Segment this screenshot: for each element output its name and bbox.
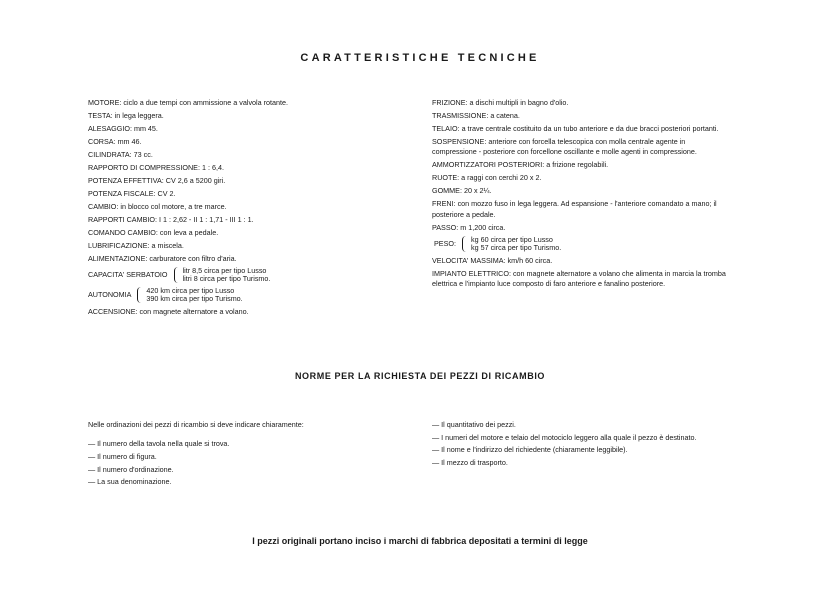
spec-row bbox=[88, 98, 408, 108]
spec-value: con magnete alternatore a volano che alimenta in marcia la tromba elettrica e l'impianto luce composto di faro anteriore e fanalino posteriore. bbox=[432, 268, 726, 289]
spec-value: 20 x 2¼. bbox=[463, 186, 492, 196]
spec-key: CAMBIO: bbox=[88, 202, 119, 211]
spec-key: VELOCITA' MASSIMA: bbox=[432, 255, 506, 265]
autonomia-row bbox=[88, 287, 408, 304]
spec-row bbox=[432, 124, 732, 134]
spec-row bbox=[432, 98, 732, 108]
brace-line: litr 8,5 circa per tipo Lusso bbox=[182, 266, 267, 275]
spec-value: anteriore con forcella telescopica con molla centrale agente in compressione - posteriore con forcellone oscillante e molle agenti in compressione. bbox=[432, 137, 697, 157]
spec-key: ACCENSIONE: bbox=[88, 306, 138, 316]
brace-line: 420 km circa per tipo Lusso bbox=[146, 285, 235, 295]
spec-row bbox=[88, 228, 408, 238]
spec-value: in lega leggera. bbox=[114, 111, 164, 120]
spec-value: I 1 : 2,62 - II 1 : 1,71 - III 1 : 1. bbox=[158, 215, 254, 224]
brace-mark bbox=[137, 287, 142, 303]
spec-row bbox=[432, 186, 732, 196]
spec-row bbox=[432, 269, 732, 290]
list-item: — Il quantitativo dei pezzi. bbox=[432, 420, 516, 429]
spec-row bbox=[88, 150, 408, 160]
page-title: CARATTERISTICHE TECNICHE bbox=[300, 52, 540, 64]
spec-row bbox=[432, 199, 732, 220]
spec-key: POTENZA FISCALE: bbox=[88, 189, 156, 198]
spec-value: CV 2,6 a 5200 giri. bbox=[165, 176, 226, 185]
spec-key: ALESAGGIO: bbox=[88, 124, 132, 133]
spec-key: CILINDRATA: bbox=[88, 150, 132, 159]
spec-value: m 1,200 circa. bbox=[460, 222, 506, 232]
specs-right-column bbox=[432, 98, 732, 292]
spec-row bbox=[88, 189, 408, 199]
spec-row bbox=[88, 176, 408, 186]
spec-row bbox=[432, 137, 732, 158]
list-item: — Il numero della tavola nella quale si trova. bbox=[88, 439, 230, 449]
spec-value: con magnete alternatore a volano. bbox=[139, 306, 249, 316]
brace-line: kg 60 circa per tipo Lusso bbox=[470, 234, 553, 244]
spec-key: FRIZIONE: bbox=[432, 98, 468, 107]
peso-row bbox=[432, 236, 732, 253]
spec-value: ciclo a due tempi con ammissione a valvola rotante. bbox=[123, 98, 289, 107]
spec-row bbox=[88, 215, 408, 225]
spec-value: CV 2. bbox=[157, 189, 176, 198]
spec-value: 1 : 6,4. bbox=[201, 163, 224, 172]
spec-key: IMPIANTO ELETTRICO: bbox=[432, 268, 511, 278]
spec-key: MOTORE: bbox=[88, 98, 122, 107]
list-item: — Il numero di figura. bbox=[88, 452, 157, 461]
spec-row bbox=[88, 124, 408, 134]
spec-key: RAPPORTI CAMBIO: bbox=[88, 215, 157, 224]
norme-left-column bbox=[88, 420, 408, 490]
spec-row bbox=[432, 160, 732, 170]
spec-row bbox=[88, 163, 408, 173]
spec-key: TESTA: bbox=[88, 111, 113, 120]
spec-row bbox=[88, 307, 408, 317]
spec-key: PASSO: bbox=[432, 222, 459, 232]
spec-key: AUTONOMIA bbox=[88, 290, 132, 300]
spec-key: RUOTE: bbox=[432, 173, 460, 183]
spec-key: POTENZA EFFETTIVA: bbox=[88, 176, 164, 185]
spec-row bbox=[432, 256, 732, 266]
spec-value: a frizione regolabili. bbox=[546, 160, 609, 170]
spec-key: CAPACITA' SERBATOIO bbox=[88, 270, 168, 280]
footer-notice: I pezzi originali portano inciso i marchi di fabbrica depositati a termini di legge bbox=[252, 536, 588, 546]
spec-value: con mozzo fuso in lega leggera. Ad espansione - l'anteriore comandato a mano; il posteriore a pedale. bbox=[432, 199, 717, 219]
spec-value: con leva a pedale. bbox=[159, 228, 219, 237]
spec-value: km/h 60 circa. bbox=[507, 255, 553, 265]
norme-section-title: NORME PER LA RICHIESTA DEI PEZZI DI RICAMBIO bbox=[294, 371, 546, 381]
spec-value: in blocco col motore, a tre marce. bbox=[120, 202, 227, 211]
specs-left-column bbox=[88, 98, 408, 320]
spec-key: ALIMENTAZIONE: bbox=[88, 254, 148, 263]
spec-row bbox=[88, 137, 408, 147]
brace-mark bbox=[174, 267, 179, 283]
norme-right-column bbox=[432, 420, 732, 470]
spec-key: FRENI: bbox=[432, 199, 456, 209]
spec-key: GOMME: bbox=[432, 186, 462, 196]
spec-value: a trave centrale costituito da un tubo anteriore e da due bracci posteriori portanti. bbox=[461, 124, 719, 133]
spec-row bbox=[432, 223, 732, 233]
brace-line: litri 8 circa per tipo Turismo. bbox=[182, 274, 271, 284]
list-item: — Il nome e l'indirizzo del richiedente (chiaramente leggibile). bbox=[432, 445, 628, 455]
brace-lines bbox=[183, 267, 271, 284]
spec-value: a raggi con cerchi 20 x 2. bbox=[461, 173, 542, 183]
list-item: — I numeri del motore e telaio del motociclo leggero alla quale il pezzo è destinato. bbox=[432, 432, 697, 442]
spec-key: PESO: bbox=[434, 239, 456, 249]
spec-key: CORSA: bbox=[88, 137, 116, 146]
list-item: — Il numero d'ordinazione. bbox=[88, 464, 174, 474]
spec-row bbox=[432, 173, 732, 183]
spec-key: AMMORTIZZATORI POSTERIORI: bbox=[432, 160, 545, 170]
capacita-serbatoio-row bbox=[88, 267, 408, 284]
spec-value: 73 cc. bbox=[133, 150, 153, 159]
spec-value: a miscela. bbox=[151, 241, 184, 250]
brace-line: kg 57 circa per tipo Turismo. bbox=[470, 243, 562, 253]
brace-line: 390 km circa per tipo Turismo. bbox=[146, 294, 243, 304]
brace-lines bbox=[146, 287, 242, 304]
spec-key: RAPPORTO DI COMPRESSIONE: bbox=[88, 163, 200, 172]
spec-row bbox=[88, 254, 408, 264]
brace-lines bbox=[471, 236, 561, 253]
spec-value: a catena. bbox=[490, 111, 520, 120]
spec-key: COMANDO CAMBIO: bbox=[88, 228, 158, 237]
spec-value: a dischi multipli in bagno d'olio. bbox=[469, 98, 569, 107]
norme-intro: Nelle ordinazioni dei pezzi di ricambio si deve indicare chiaramente: bbox=[88, 420, 304, 429]
spec-key: LUBRIFICAZIONE: bbox=[88, 241, 150, 250]
spec-value: mm 45. bbox=[133, 124, 158, 133]
spec-row bbox=[88, 202, 408, 212]
spec-row bbox=[432, 111, 732, 121]
spec-value: mm 46. bbox=[117, 137, 142, 146]
spec-row bbox=[88, 111, 408, 121]
spec-row bbox=[88, 241, 408, 251]
spec-key: TRASMISSIONE: bbox=[432, 111, 489, 120]
brace-mark bbox=[462, 236, 467, 252]
spec-key: SOSPENSIONE: bbox=[432, 137, 487, 146]
list-item: — Il mezzo di trasporto. bbox=[432, 457, 508, 467]
spec-key: TELAIO: bbox=[432, 124, 460, 133]
spec-value: carburatore con filtro d'aria. bbox=[149, 254, 237, 263]
list-item: — La sua denominazione. bbox=[88, 477, 172, 487]
